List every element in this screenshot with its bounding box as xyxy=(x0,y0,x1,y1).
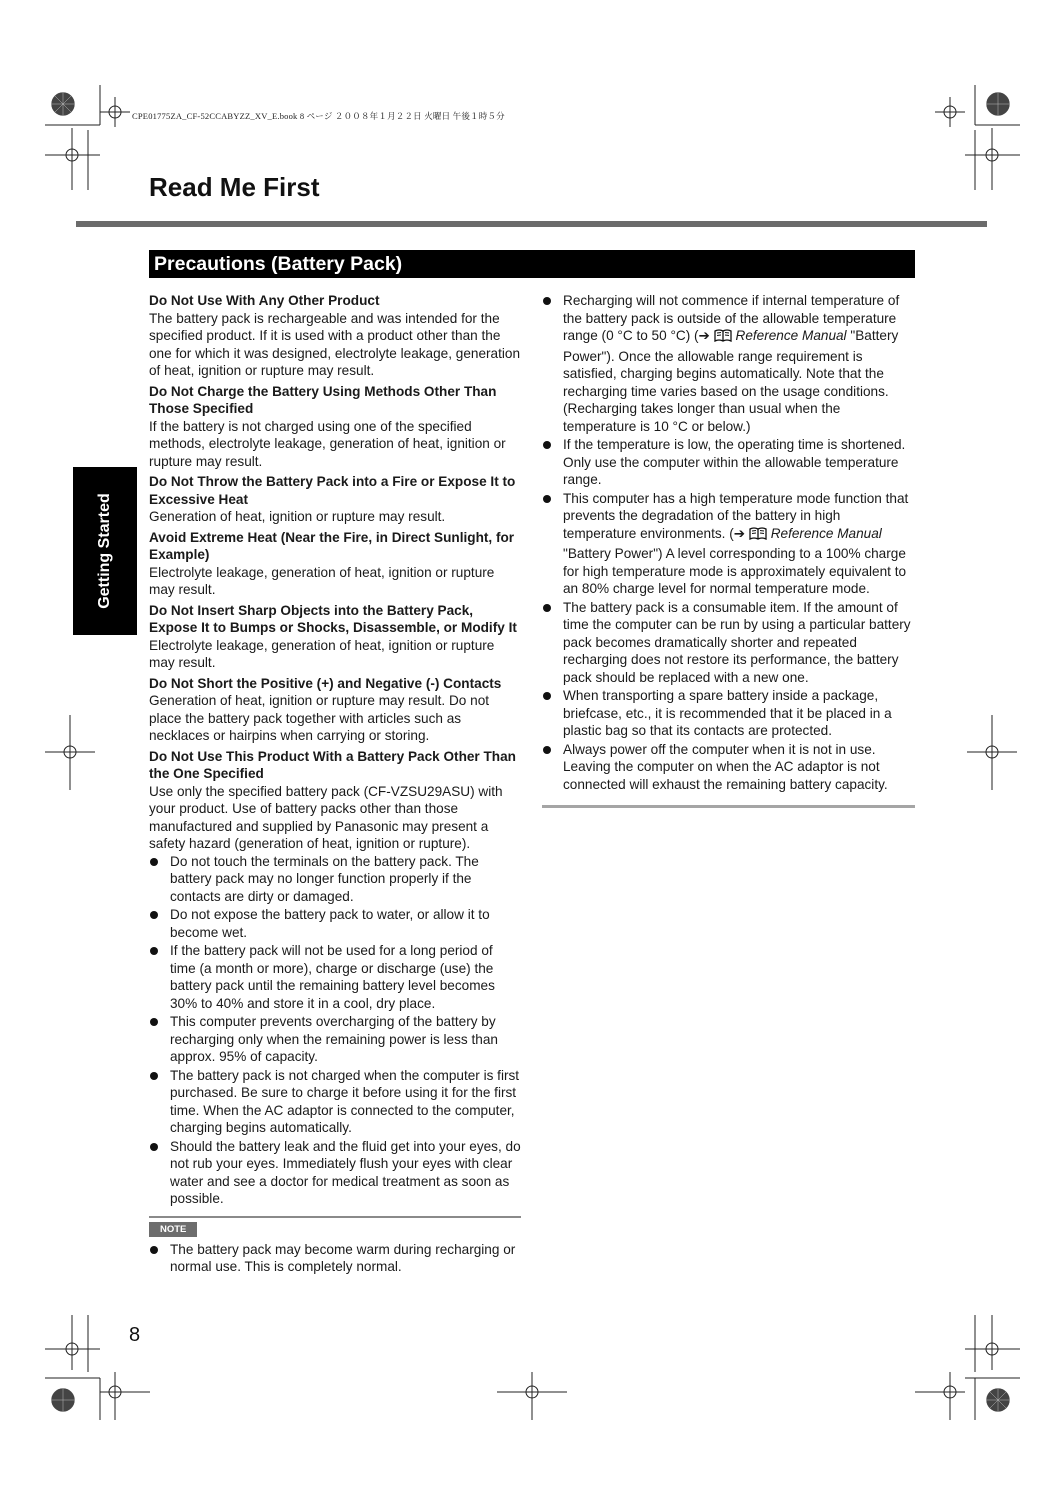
list-item: When transporting a spare battery inside a package, briefcase, etc., it is recommended that it be placed in a plastic bag so that its contacts are protected. xyxy=(542,687,915,740)
precaution-text: Use only the specified battery pack (CF-VZSU29ASU) with your product. Use of battery packs other than those manufactured and supplied by Panasonic may present a safety hazard (generation of heat, ignition or rupture). xyxy=(149,783,503,851)
title-rule xyxy=(76,221,987,227)
precaution-text: If the battery is not charged using one of the specified methods, electrolyte leakage, generation of heat, ignition or rupture may result. xyxy=(149,418,506,469)
bullet-text: "Battery Power"). Once the allowable range requirement is satisfied, charging begins automatically. Note that the recharging time varies based on the usage conditions. (Recharging takes longer than usual when the temperature is 10 °C or below.) xyxy=(563,328,899,434)
list-item: The battery pack may become warm during recharging or normal use. This is completely normal. xyxy=(149,1241,521,1276)
print-header: CPE01775ZA_CF-52CCABYZZ_XV_E.book 8 ページ ２００８年１月２２日 火曜日 午後１時５分 xyxy=(132,111,505,121)
note-block xyxy=(149,1216,521,1276)
precaution-heading: Do Not Insert Sharp Objects into the Battery Pack, Expose It to Bumps or Shocks, Disassemble, or Modify It xyxy=(149,602,517,635)
list-item xyxy=(542,292,915,435)
precaution-text: The battery pack is rechargeable and was intended for the specified product. If it is used with a product other than the one for which it was designed, electrolyte leakage, generation of heat, ignition or rupture may result. xyxy=(149,310,521,378)
precaution-heading: Do Not Charge the Battery Using Methods Other Than Those Specified xyxy=(149,383,497,416)
page-number: 8 xyxy=(129,1324,141,1346)
precaution-block xyxy=(149,383,521,471)
list-item: The battery pack is not charged when the computer is first purchased. Be sure to charge it before using it for the first time. When the AC adaptor is connected to the computer, charging begins automatically. xyxy=(149,1067,521,1137)
bullet-text: "Battery Power") A level corresponding to a 100% charge for high temperature mode is approximately equivalent to an 80% charge level for normal temperature mode. xyxy=(563,546,907,596)
bullet-text: Recharging will not commence if internal temperature of the battery pack is outside of the allowable temperature range (0 °C to 50 °C) ( xyxy=(563,293,900,343)
left-column xyxy=(149,292,521,1277)
note-list xyxy=(149,1241,521,1276)
arrow-icon: ➔ xyxy=(698,328,710,343)
page-title: Read Me First xyxy=(149,172,320,202)
manual-book-icon xyxy=(749,526,767,546)
list-item: Do not touch the terminals on the battery pack. The battery pack may no longer function properly if the contacts are dirty or damaged. xyxy=(149,853,521,906)
precaution-heading: Do Not Use This Product With a Battery Pack Other Than the One Specified xyxy=(149,748,516,781)
list-item xyxy=(542,490,915,598)
precaution-bullet-list xyxy=(149,853,521,1208)
list-item: This computer prevents overcharging of the battery by recharging only when the remaining power is less than approx. 95% of capacity. xyxy=(149,1013,521,1066)
list-item: If the battery pack will not be used for a long period of time (a month or more), charge or discharge (use) the battery pack until the remaining battery level becomes 30% to 40% and store it in a cool, dry place. xyxy=(149,942,521,1012)
reference-manual-title: Reference Manual xyxy=(770,525,882,541)
list-item: Should the battery leak and the fluid get into your eyes, do not rub your eyes. Immediately flush your eyes with clear water and see a doctor for medical treatment as soon as possible. xyxy=(149,1138,521,1208)
precaution-heading: Do Not Throw the Battery Pack into a Fire or Expose It to Excessive Heat xyxy=(149,474,516,507)
bullet-text: This computer has a high temperature mode function that prevents the degradation of the battery in high temperature environments. ( xyxy=(563,490,909,541)
side-tab xyxy=(73,467,137,635)
precaution-block xyxy=(149,529,521,599)
section-header xyxy=(149,250,915,278)
reference-manual-title: Reference Manual xyxy=(735,328,847,343)
precaution-block xyxy=(149,292,521,380)
precaution-block xyxy=(149,602,521,672)
list-item: Always power off the computer when it is not in use. Leaving the computer on when the AC adaptor is not connected will exhaust the remaining battery capacity. xyxy=(542,741,915,794)
note-label: NOTE xyxy=(149,1222,197,1237)
precaution-text: Generation of heat, ignition or rupture may result. xyxy=(149,509,446,524)
section-title: Precautions (Battery Pack) xyxy=(154,253,403,275)
precaution-text: Electrolyte leakage, generation of heat, ignition or rupture may result. xyxy=(149,637,495,670)
precaution-text: Generation of heat, ignition or rupture may result. Do not place the battery pack together with articles such as necklaces or hairpins when carrying or storing. xyxy=(149,693,490,743)
list-item: Do not expose the battery pack to water, or allow it to become wet. xyxy=(149,906,521,941)
precaution-heading: Do Not Use With Any Other Product xyxy=(149,293,380,308)
list-item: The battery pack is a consumable item. If the amount of time the computer can be run by using a particular battery pack becomes dramatically shorter and repeated recharging does not restore its performance, the battery pack should be replaced with a new one. xyxy=(542,599,915,687)
arrow-icon: ➔ xyxy=(733,525,746,541)
list-item: If the temperature is low, the operating time is shortened. Only use the computer within the allowable temperature range. xyxy=(542,436,915,489)
precaution-block xyxy=(149,675,521,745)
precaution-block xyxy=(149,748,521,853)
precaution-heading: Avoid Extreme Heat (Near the Fire, in Direct Sunlight, for Example) xyxy=(149,529,515,562)
right-column xyxy=(542,292,915,808)
manual-book-icon xyxy=(714,328,732,348)
precaution-text: Electrolyte leakage, generation of heat, ignition or rupture may result. xyxy=(149,564,495,597)
precaution-block xyxy=(149,473,521,526)
side-tab-label: Getting Started xyxy=(96,493,113,609)
section-end-rule xyxy=(542,805,915,808)
battery-bullet-list xyxy=(542,292,915,793)
precaution-heading: Do Not Short the Positive (+) and Negative (-) Contacts xyxy=(149,675,502,691)
